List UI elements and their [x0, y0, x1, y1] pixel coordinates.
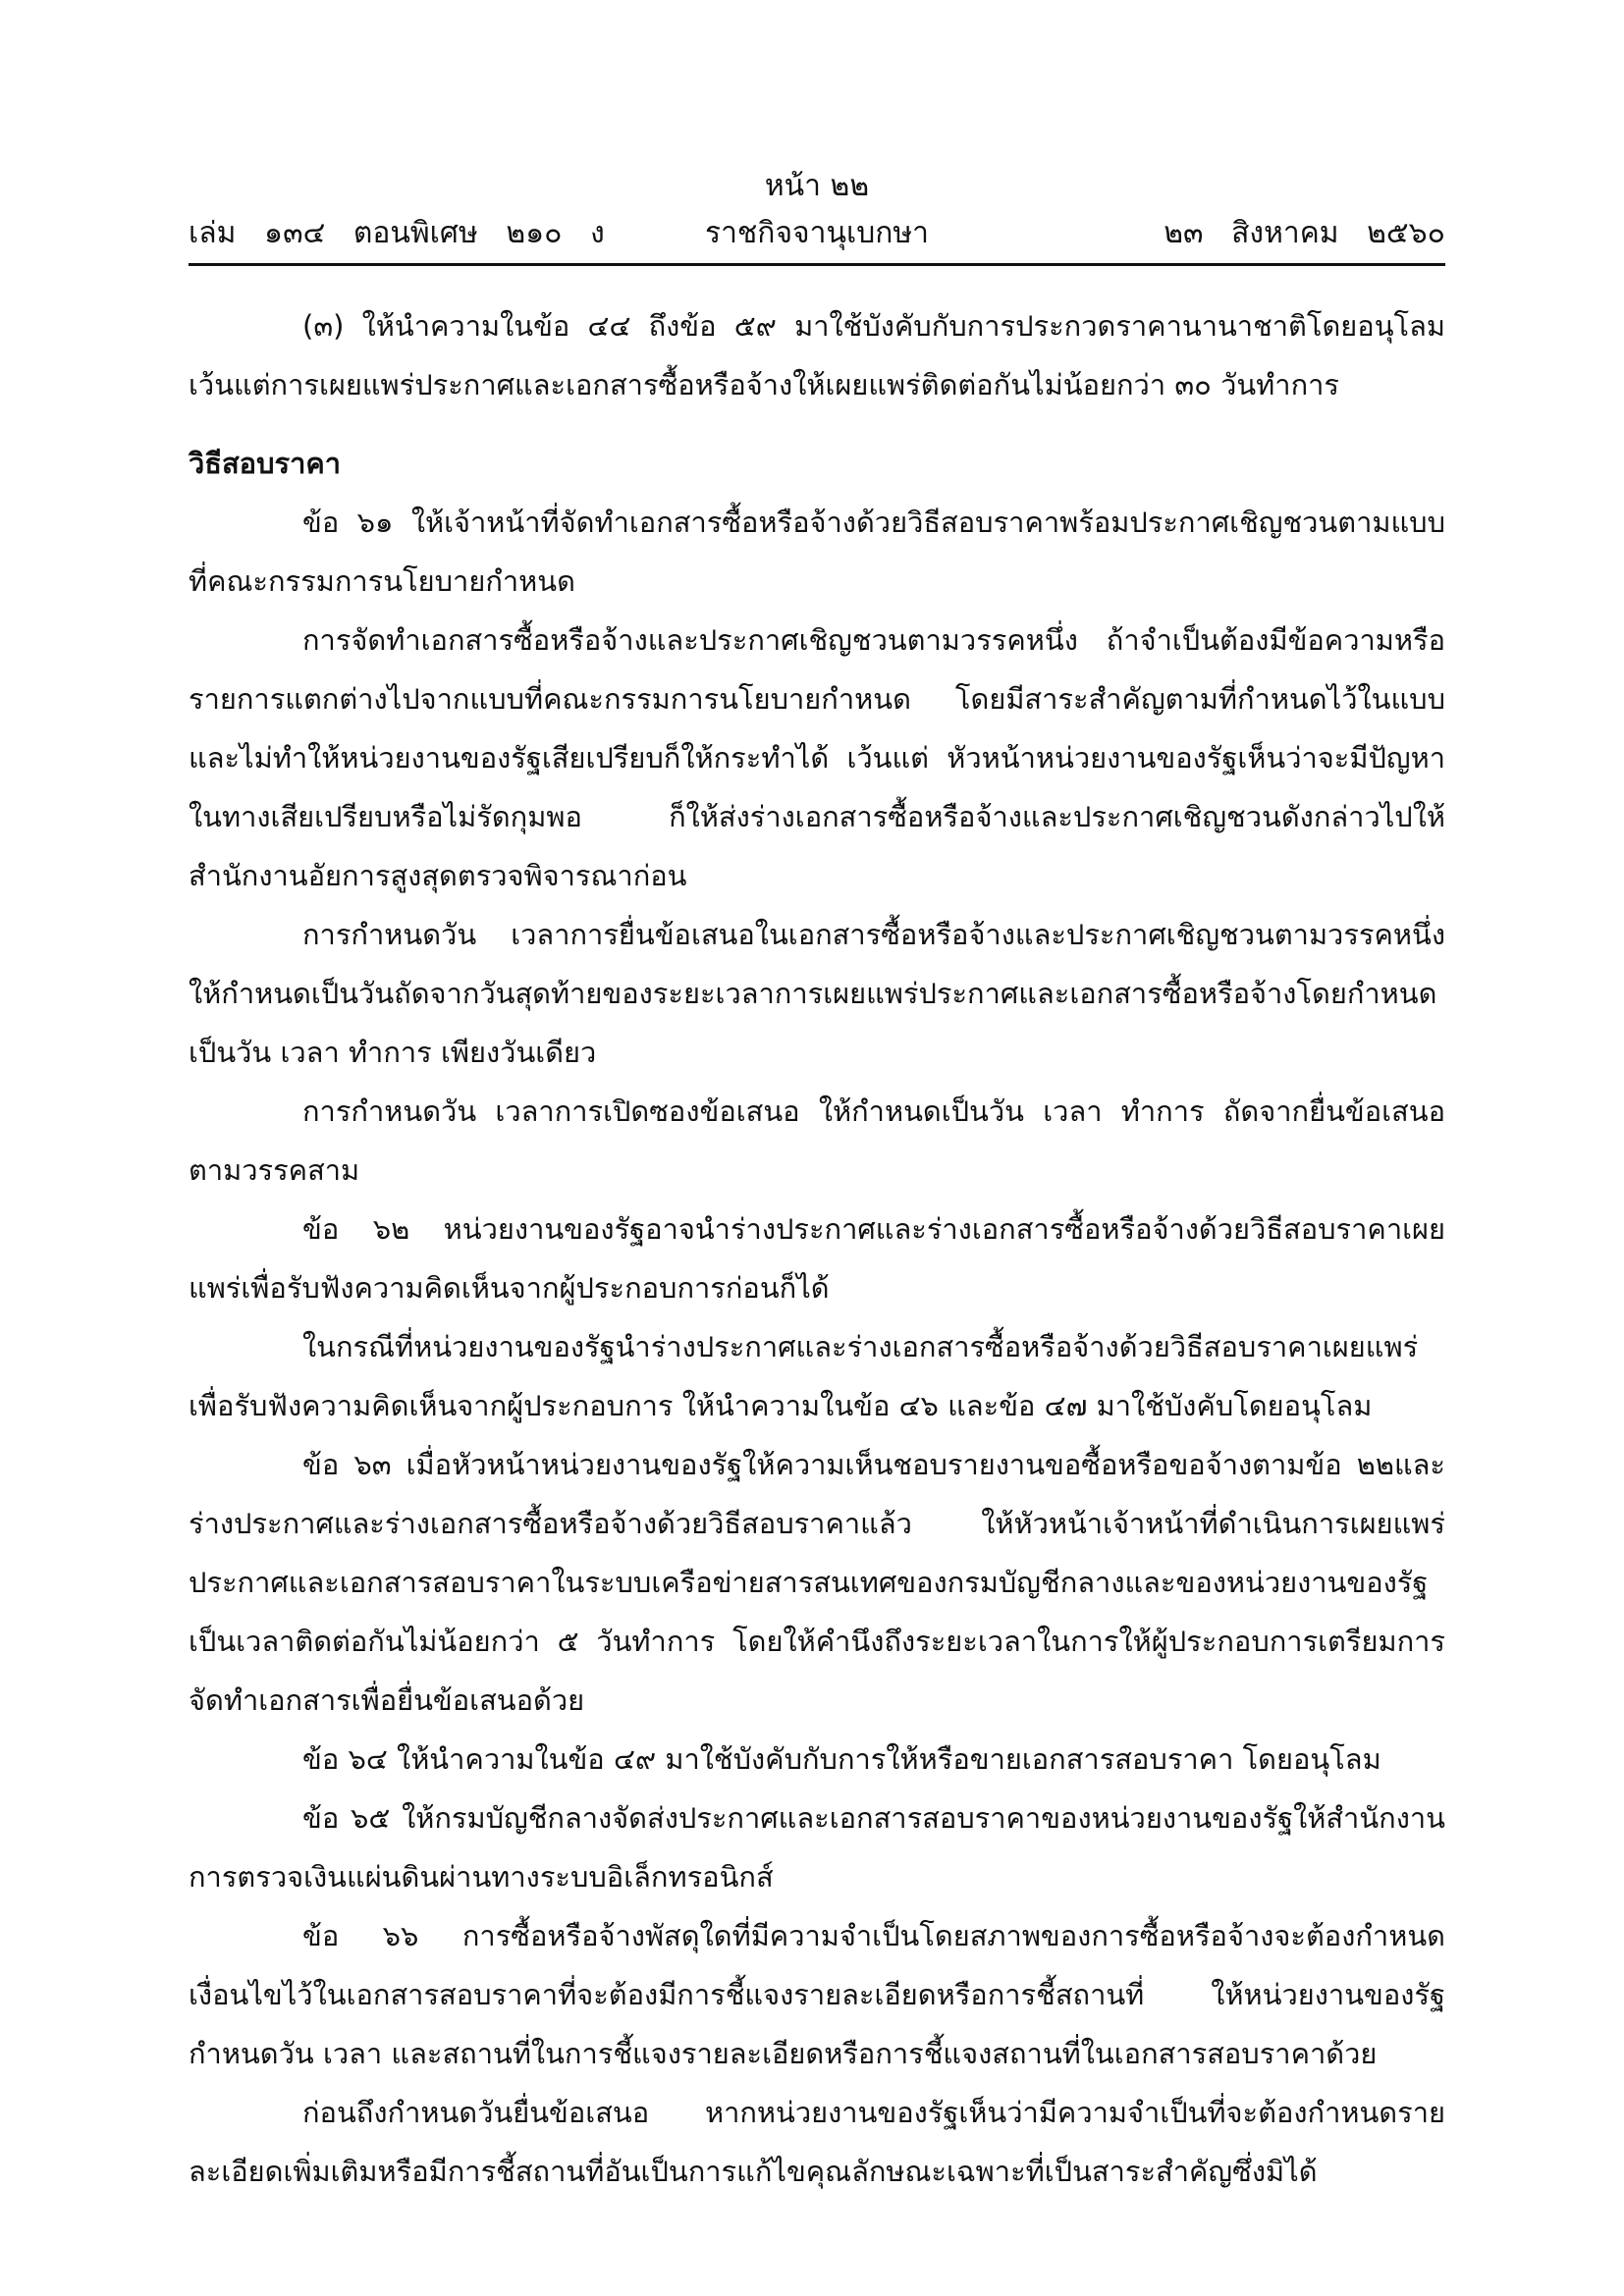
- header-rule: [189, 263, 1445, 266]
- paragraph-clause-66: ข้อ ๖๖ การซื้อหรือจ้างพัสดุใดที่มีความจำเป็นโดยสภาพของการซื้อหรือจ้างจะต้องกำหนดเงื่อนไขไว้ในเอกสารสอบราคาที่จะต้องมีการชี้แจงรายละเอียดหรือการชี้สถานที่ ให้หน่วยงานของรัฐกำหนดวัน เวลา และสถานที่ในการชี้แจงรายละเอียดหรือการชี้แจงสถานที่ในเอกสารสอบราคาด้วย: [189, 1919, 1445, 2070]
- paragraph-clause-61-2: การจัดทำเอกสารซื้อหรือจ้างและประกาศเชิญชวนตามวรรคหนึ่ง ถ้าจำเป็นต้องมีข้อความหรือรายการแตกต่างไปจากแบบที่คณะกรรมการนโยบายกำหนด โดยมีสาระสำคัญตามที่กำหนดไว้ในแบบและไม่ทำให้หน่วยงานของรัฐเสียเปรียบก็ให้กระทำได้ เว้นแต่ หัวหน้าหน่วยงานของรัฐเห็นว่าจะมีปัญหาในทางเสียเปรียบหรือไม่รัดกุมพอ ก็ให้ส่งร่างเอกสารซื้อหรือจ้างและประกาศเชิญชวนดังกล่าวไปให้สำนักงานอัยการสูงสุดตรวจพิจารณาก่อน: [189, 623, 1445, 892]
- paragraph-clause-61-3: การกำหนดวัน เวลาการยื่นข้อเสนอในเอกสารซื้อหรือจ้างและประกาศเชิญชวนตามวรรคหนึ่งให้กำหนดเป็นวันถัดจากวันสุดท้ายของระยะเวลาการเผยแพร่ประกาศและเอกสารซื้อหรือจ้างโดยกำหนดเป็นวัน เวลา ทำการ เพียงวันเดียว: [189, 918, 1445, 1069]
- paragraph-clause-63: ข้อ ๖๓ เมื่อหัวหน้าหน่วยงานของรัฐให้ความเห็นชอบรายงานขอซื้อหรือขอจ้างตามข้อ ๒๒และร่างประกาศและร่างเอกสารซื้อหรือจ้างด้วยวิธีสอบราคาแล้ว ให้หัวหน้าเจ้าหน้าที่ดำเนินการเผยแพร่ประกาศและเอกสารสอบราคาในระบบเครือข่ายสารสนเทศของกรมบัญชีกลางและของหน่วยงานของรัฐ เป็นเวลาติดต่อกันไม่น้อยกว่า ๕ วันทำการ โดยให้คำนึงถึงระยะเวลาในการให้ผู้ประกอบการเตรียมการจัดทำเอกสารเพื่อยื่นข้อเสนอด้วย: [189, 1448, 1445, 1717]
- paragraph-clause-3: (๓) ให้นำความในข้อ ๔๔ ถึงข้อ ๕๙ มาใช้บังคับกับการประกวดราคานานาชาติโดยอนุโลม เว้นแต่การเผยแพร่ประกาศและเอกสารซื้อหรือจ้างให้เผยแพร่ติดต่อกันไม่น้อยกว่า ๓๐ วันทำการ: [189, 309, 1445, 401]
- paragraph-clause-61-4: การกำหนดวัน เวลาการเปิดซองข้อเสนอ ให้กำหนดเป็นวัน เวลา ทำการ ถัดจากยื่นข้อเสนอตามวรรคสาม: [189, 1095, 1445, 1187]
- volume-issue: เล่ม ๑๓๔ ตอนพิเศษ ๒๑๐ ง: [189, 216, 605, 250]
- paragraph-clause-61: ข้อ ๖๑ ให้เจ้าหน้าที่จัดทำเอกสารซื้อหรือจ้างด้วยวิธีสอบราคาพร้อมประกาศเชิญชวนตามแบบที่คณะกรรมการนโยบายกำหนด: [189, 506, 1445, 598]
- journal-title: ราชกิจจานุเบกษา: [704, 216, 930, 250]
- paragraph-clause-64: ข้อ ๖๔ ให้นำความในข้อ ๔๙ มาใช้บังคับกับการให้หรือขายเอกสารสอบราคา โดยอนุโลม: [302, 1742, 1381, 1776]
- paragraph-clause-66-2: ก่อนถึงกำหนดวันยื่นข้อเสนอ หากหน่วยงานของรัฐเห็นว่ามีความจำเป็นที่จะต้องกำหนดรายละเอียดเพิ่มเติมหรือมีการชี้สถานที่อันเป็นการแก้ไขคุณลักษณะเฉพาะที่เป็นสาระสำคัญซึ่งมิได้: [189, 2096, 1445, 2188]
- section-heading: วิธีสอบราคา: [189, 447, 342, 480]
- paragraph-clause-65: ข้อ ๖๕ ให้กรมบัญชีกลางจัดส่งประกาศและเอกสารสอบราคาของหน่วยงานของรัฐให้สำนักงานการตรวจเงินแผ่นดินผ่านทางระบบอิเล็กทรอนิกส์: [189, 1801, 1445, 1894]
- gazette-header: [189, 214, 1445, 253]
- publication-date: ๒๓ สิงหาคม ๒๕๖๐: [1164, 216, 1445, 250]
- paragraph-clause-62: ข้อ ๖๒ หน่วยงานของรัฐอาจนำร่างประกาศและร่างเอกสารซื้อหรือจ้างด้วยวิธีสอบราคาเผยแพร่เพื่อรับฟังความคิดเห็นจากผู้ประกอบการก่อนก็ได้: [189, 1212, 1445, 1305]
- document-body: [189, 296, 1445, 2201]
- paragraph-clause-62-2: ในกรณีที่หน่วยงานของรัฐนำร่างประกาศและร่างเอกสารซื้อหรือจ้างด้วยวิธีสอบราคาเผยแพร่เพื่อรับฟังความคิดเห็นจากผู้ประกอบการ ให้นำความในข้อ ๔๖ และข้อ ๔๗ มาใช้บังคับโดยอนุโลม: [189, 1330, 1419, 1422]
- page-number: หน้า ๒๒: [764, 169, 870, 203]
